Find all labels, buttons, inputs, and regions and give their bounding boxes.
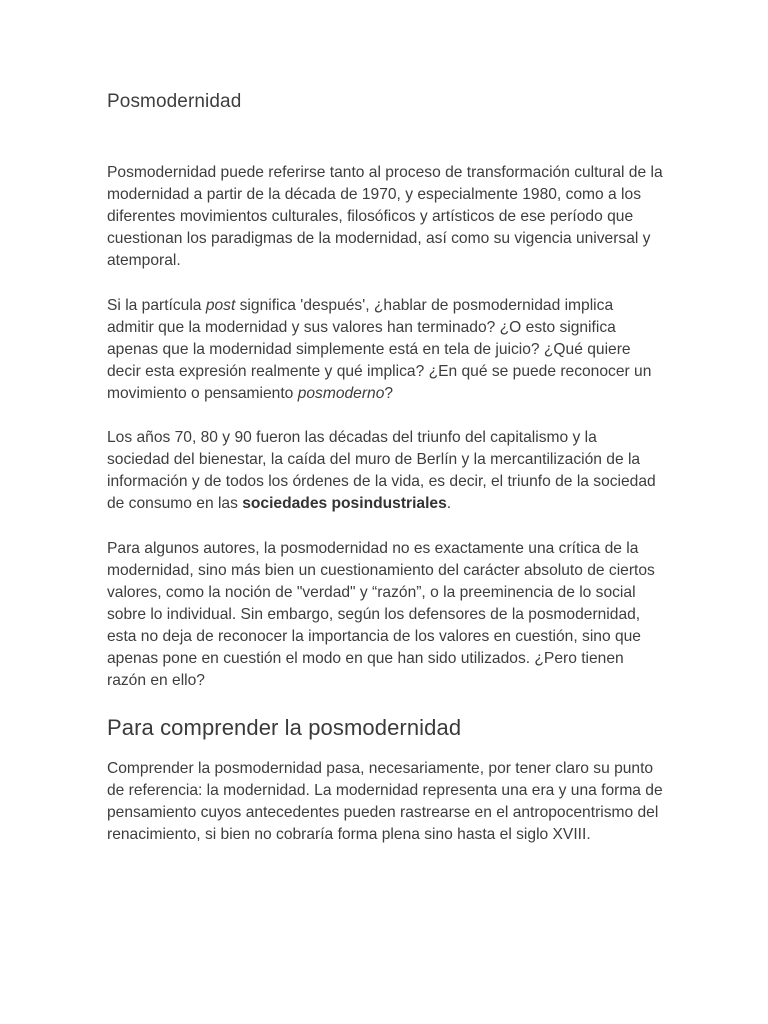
- paragraph-post-question: [107, 295, 663, 405]
- document-title: Posmodernidad: [107, 91, 242, 112]
- section-heading: Para comprender la posmodernidad: [107, 715, 462, 740]
- paragraph-text: Si la partícula: [107, 297, 206, 314]
- paragraph-text: Los años 70, 80 y 90 fueron las décadas del triunfo del capitalismo y la sociedad del bienestar, la caída del muro de Berlín y la mercantilización de la información y de todos los órdenes de la vida, es decir, el triunfo de la sociedad de consumo en las: [107, 429, 656, 512]
- paragraph-text: .: [446, 495, 452, 512]
- paragraph-intro: Posmodernidad puede referirse tanto al proceso de transformación cultural de la modernidad a partir de la década de 1970, y especialmente 1980, como a los diferentes movimientos culturales, filosóficos y artísticos de ese período que cuestionan los paradigmas de la modernidad, así como su vigencia universal y atemporal.: [107, 164, 663, 269]
- bold-sociedades-posindustriales: sociedades posindustriales: [242, 495, 447, 512]
- paragraph-text: ?: [384, 385, 394, 402]
- paragraph-authors: Para algunos autores, la posmodernidad no es exactamente una crítica de la modernidad, sino más bien un cuestionamiento del carácter absoluto de ciertos valores, como la noción de "verdad" y “razón”, o la preeminencia de lo social sobre lo individual. Sin embargo, según los defensores de la posmodernidad, esta no deja de reconocer la importancia de los valores en cuestión, sino que apenas pone en cuestión el modo en que han sido utilizados. ¿Pero tienen razón en ello?: [107, 540, 655, 689]
- emphasis-posmoderno: posmoderno: [297, 385, 385, 402]
- paragraph-text: significa 'después', ¿hablar de posmodernidad implica admitir que la modernidad y sus valores han terminado? ¿O esto significa apenas que la modernidad simplemente está en tela de juicio? ¿Qué quiere decir esta expresión realmente y qué implica? ¿En qué se puede reconocer un movimiento o pensamiento: [107, 297, 652, 402]
- paragraph-decades: [107, 427, 663, 515]
- paragraph-understanding: Comprender la posmodernidad pasa, necesariamente, por tener claro su punto de referencia: la modernidad. La modernidad representa una era y una forma de pensamiento cuyos antecedentes pueden rastrearse en el antropocentrismo del renacimiento, si bien no cobraría forma plena sino hasta el siglo XVIII.: [107, 760, 663, 843]
- emphasis-post: post: [205, 297, 236, 314]
